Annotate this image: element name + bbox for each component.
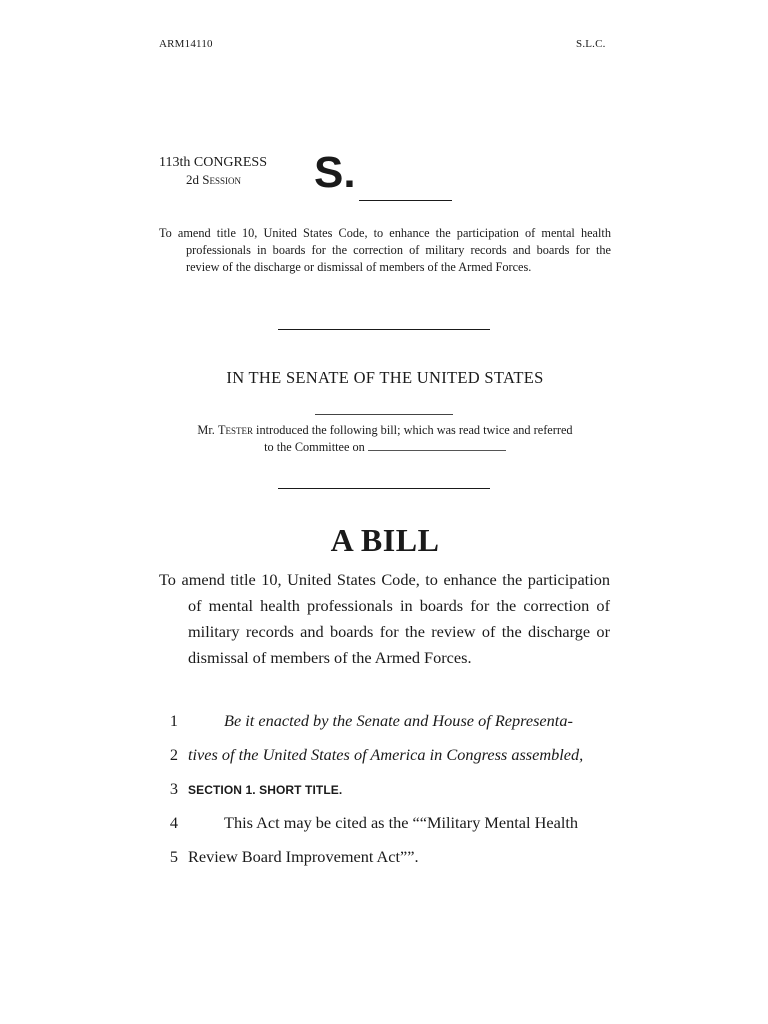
line-number-4: 4 bbox=[169, 813, 178, 832]
short-title bbox=[159, 225, 611, 276]
line-number-1: 1 bbox=[169, 711, 178, 730]
intro-text: introduced the following bill; which was read twice and referred bbox=[256, 423, 573, 437]
enacting-clause-2: tives of the United States of America in Congress assembled, bbox=[188, 745, 584, 764]
divider-bottom bbox=[278, 488, 490, 489]
committee-blank bbox=[368, 440, 506, 451]
congress-label bbox=[159, 155, 267, 171]
congress-number: 113th bbox=[159, 155, 191, 170]
bill-number: S. bbox=[314, 148, 356, 197]
section-heading: SECTION 1. SHORT TITLE. bbox=[188, 783, 343, 797]
short-title-text: To amend title 10, United States Code, to enhance the participation of mental health professionals in boards for the correction of military records and boards for the review of the discharge or dismissal of members of the Armed Forces. bbox=[159, 226, 611, 274]
slc-label: S.L.C. bbox=[576, 38, 606, 50]
section-text-2: Review Board Improvement Act””. bbox=[188, 847, 419, 866]
introduction bbox=[159, 422, 611, 456]
congress-word: CONGRESS bbox=[193, 155, 268, 170]
intro-divider bbox=[315, 414, 453, 415]
enacting-clause-1: Be it enacted by the Senate and House of Representa- bbox=[224, 711, 573, 730]
line-number-2: 2 bbox=[169, 745, 178, 764]
line-number-3: 3 bbox=[169, 779, 178, 798]
bill-number-blank bbox=[359, 200, 452, 201]
session-label bbox=[186, 172, 241, 188]
section-text-1: This Act may be cited as the ““Military Mental Health bbox=[224, 813, 579, 832]
session-word: Session bbox=[202, 172, 241, 187]
divider-top bbox=[278, 329, 490, 330]
long-title bbox=[159, 567, 610, 671]
intro-text-2: to the Committee on bbox=[264, 440, 365, 454]
senate-heading: IN THE SENATE OF THE UNITED STATES bbox=[226, 368, 544, 387]
long-title-text: To amend title 10, United States Code, to enhance the participation of mental health professionals in boards for the correction of military records and boards for the review of the discharge or dismissal of members of the Armed Forces. bbox=[159, 570, 610, 667]
document-id: ARM14110 bbox=[159, 38, 213, 50]
sponsor-name: Tester bbox=[217, 423, 253, 437]
intro-prefix: Mr. bbox=[197, 423, 215, 437]
line-number-5: 5 bbox=[169, 847, 178, 866]
session-number: 2d bbox=[186, 172, 199, 187]
a-bill-heading: A BILL bbox=[330, 522, 440, 558]
